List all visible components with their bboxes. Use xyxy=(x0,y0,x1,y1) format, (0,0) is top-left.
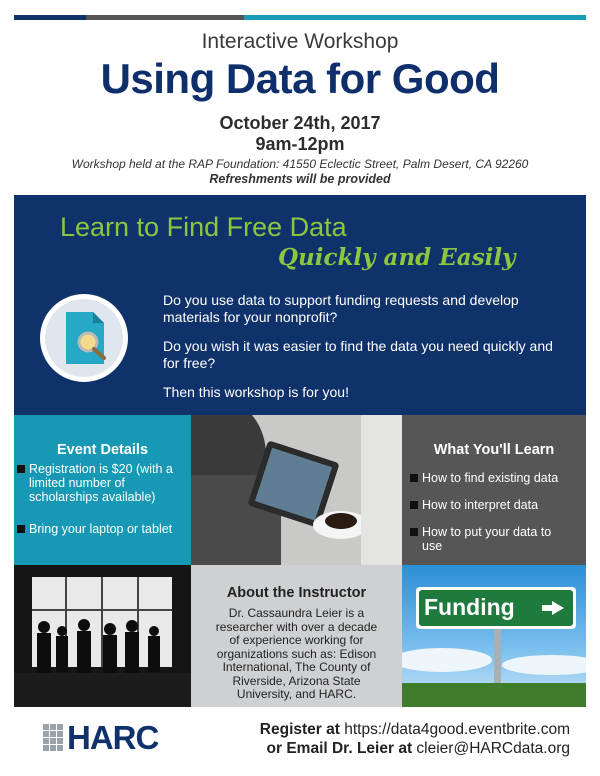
learn-item: How to put your data to use xyxy=(422,525,552,553)
bullet-icon xyxy=(410,528,418,536)
event-detail-item: Registration is $20 (with a limited number of scholarships available) xyxy=(29,462,173,504)
funding-sign-text: Funding xyxy=(424,594,515,620)
workshop-subtitle: Interactive Workshop xyxy=(201,30,399,53)
harc-logo-text: HARC xyxy=(67,719,159,756)
what-you-learn-panel xyxy=(402,415,586,565)
intro-paragraph-3: Then this workshop is for you! xyxy=(163,384,349,400)
bullet-icon xyxy=(17,525,25,533)
register-link[interactable]: https://data4good.eventbrite.com xyxy=(344,721,570,738)
page-title: Using Data for Good xyxy=(100,55,500,102)
instructor-bio: Dr. Cassaundra Leier is a researcher with over a decade of experience working for organizations such as: Edison International, The County of Riverside, Arizona State University, and HARC. xyxy=(215,606,378,701)
document-magnifier-icon xyxy=(38,292,130,384)
instructor-heading: About the Instructor xyxy=(226,585,367,601)
register-block xyxy=(260,720,570,758)
tablet-coffee-photo xyxy=(191,415,402,565)
email-label: or Email Dr. Leier at xyxy=(266,740,413,757)
what-you-learn-heading: What You'll Learn xyxy=(433,442,555,458)
learn-item: How to interpret data xyxy=(422,498,539,512)
event-details-panel xyxy=(14,415,191,565)
audience-silhouette-photo xyxy=(14,565,191,707)
top-bar-teal xyxy=(244,15,586,20)
instructor-panel xyxy=(191,565,402,707)
event-date: October 24th, 2017 xyxy=(219,113,381,133)
funding-sign-photo xyxy=(402,565,586,707)
event-detail-item: Bring your laptop or tablet xyxy=(29,522,173,536)
learn-item: How to find existing data xyxy=(422,471,559,485)
bullet-icon xyxy=(410,501,418,509)
intro-subheading: Quickly and Easily xyxy=(278,244,516,271)
event-time: 9am-12pm xyxy=(255,134,345,154)
register-label: Register at xyxy=(259,721,340,738)
top-bar-gray xyxy=(86,15,244,20)
top-bar-navy xyxy=(14,15,86,20)
email-link[interactable]: cleier@HARCdata.org xyxy=(416,740,570,757)
refreshments-note: Refreshments will be provided xyxy=(209,172,391,186)
intro-paragraph-1: Do you use data to support funding requests and develop materials for your nonprofit? xyxy=(163,292,519,325)
event-venue: Workshop held at the RAP Foundation: 41550 Eclectic Street, Palm Desert, CA 92260 xyxy=(71,157,529,171)
event-details-heading: Event Details xyxy=(56,442,149,458)
bullet-icon xyxy=(410,474,418,482)
intro-paragraph-2: Do you wish it was easier to find the data you need quickly and for free? xyxy=(163,338,553,371)
bullet-icon xyxy=(17,465,25,473)
intro-heading: Learn to Find Free Data xyxy=(60,212,347,242)
